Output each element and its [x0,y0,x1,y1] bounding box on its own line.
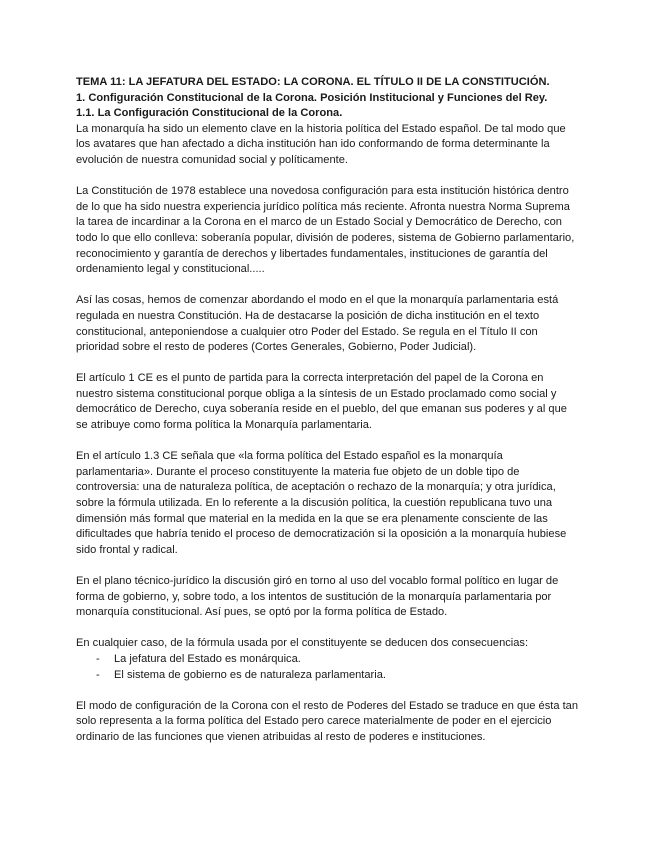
document-title: TEMA 11: LA JEFATURA DEL ESTADO: LA CORONA. EL TÍTULO II DE LA CONSTITUCIÓN. [76,76,550,88]
consequences-list [76,652,581,683]
paragraph-6: En el plano técnico-jurídico la discusión giró en torno al uso del vocablo formal político en lugar de forma de gobierno, y, sobre todo, a los intentos de sustitución de la monarquía parlamentaria por monarquía constitucional. Así pues, se optó por la forma política de Estado. [76,575,559,619]
list-item [76,652,581,668]
subsection-heading: 1.1. La Configuración Constitucional de la Corona. [76,107,343,120]
paragraph-2: La Constitución de 1978 establece una novedosa configuración para esta institución histórica dentro de lo que ha sido nuestra experiencia jurídico política más reciente. Afronta nuestra Norma Suprema la tarea de incardinar a la Corona en el marco de un Estado Social y Democrático de Derecho, con todo lo que ello conlleva: soberanía popular, división de poderes, sistema de Gobierno parlamentario, reconocimiento y garantía de derechos y libertades fundamentales, instituciones de garantía del ordenamiento legal y constitucional..... [76,185,575,276]
section-heading: 1. Configuración Constitucional de la Corona. Posición Institucional y Funciones del Rey. [76,91,548,104]
list-item-text: La jefatura del Estado es monárquica. [114,652,301,665]
paragraph-5: En el artículo 1.3 CE señala que «la forma política del Estado español es la monarquía parlamentaria». Durante el proceso constituyente la materia fue objeto de un doble tipo de controversia: una de naturaleza política, de aceptación o rechazo de la monarquía; y otra jurídica, sobre la fórmula utilizada. En lo referente a la discusión política, la cuestión republicana tuvo una dimensión más formal que material en la medida en la que se era plenamente consciente de las dificultades que habría tenido el proceso de democratización si la oposición a la monarquía hubiese sido frontal y radical. [76,450,567,556]
list-item-text: El sistema de gobierno es de naturaleza parlamentaria. [114,668,386,681]
list-item [76,668,581,684]
paragraph-7: En cualquier caso, de la fórmula usada por el constituyente se deducen dos consecuencias: [76,637,529,650]
list-dash-marker: - [96,652,100,665]
paragraph-1: La monarquía ha sido un elemento clave en la historia política del Estado español. De tal modo que los avatares que han afectado a dicha institución han ido conformando de forma determinante la evolución de nuestra comunidad social y políticamente. [76,122,566,166]
paragraph-3: Así las cosas, hemos de comenzar abordando el modo en el que la monarquía parlamentaria está regulada en nuestra Constitución. Ha de destacarse la posición de dicha institución en el texto constitucional, anteponiendose a cualquier otro Poder del Estado. Se regula en el Título II con prioridad sobre el resto de poderes (Cortes Generales, Gobierno, Poder Judicial). [76,294,559,354]
document-body [76,75,581,761]
paragraph-4: El artículo 1 CE es el punto de partida para la correcta interpretación del papel de la Corona en nuestro sistema constitucional porque obliga a la síntesis de un Estado proclamado como social y democrático de Derecho, cuya soberanía reside en el pueblo, del que emanan sus poderes y al que se atribuye como forma política la Monarquía parlamentaria. [76,372,567,432]
list-dash-marker: - [96,668,100,681]
closing-paragraph: El modo de configuración de la Corona con el resto de Poderes del Estado se traduce en que ésta tan solo representa a la forma política del Estado pero carece materialmente de poder en el ejercicio ordinario de las funciones que vienen atribuidas al resto de poderes e instituciones. [76,699,579,743]
